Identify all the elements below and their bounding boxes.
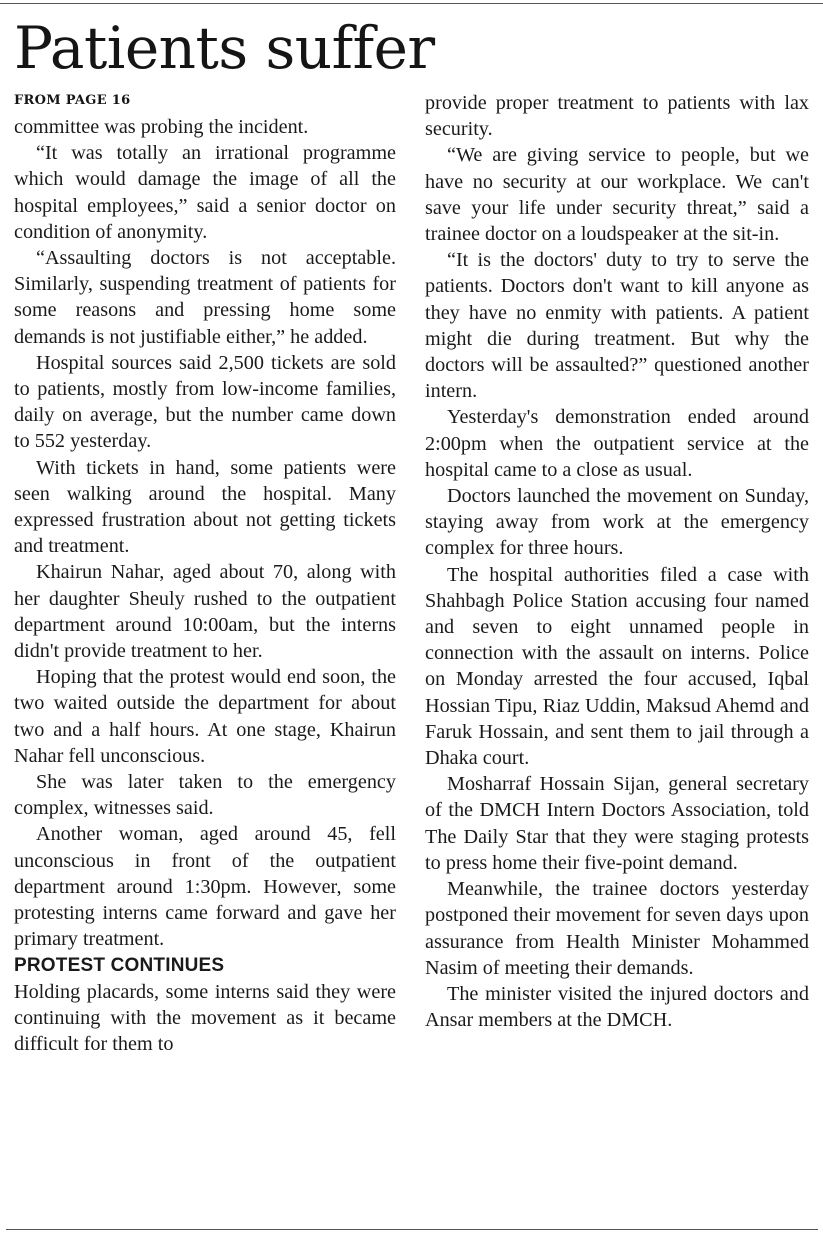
paragraph: With tickets in hand, some patients were seen walking around the hospital. Many expressed frustration about not getting tickets and treatment. [14,456,396,558]
top-rule [0,3,823,4]
paragraph: Hoping that the protest would end soon, the two waited outside the department for about two and a half hours. At one stage, Khairun Nahar fell unconscious. [14,666,396,767]
paragraph-continued: committee was probing the incident. [14,116,309,138]
jump-line: FROM PAGE 16 [14,93,131,108]
paragraph: “Assaulting doctors is not acceptable. Similarly, suspending treatment of patients for some reasons and pressing home some demands is not justifiable either,” he added. [14,247,396,348]
paragraph: Meanwhile, the trainee doctors yesterday postponed their movement for seven days upon assurance from Health Minister Mohammed Nasim of meeting their demands. [425,878,809,979]
paragraph: The hospital authorities filed a case with Shahbagh Police Station accusing four named and seven to eight unnamed people in connection with the assault on interns. Police on Monday arrested the four accused, Iqbal Hossian Tipu, Riaz Uddin, Maksud Ahemd and Faruk Hossain, and sent them to jail through a Dhaka court. [425,563,809,770]
paragraph: Doctors launched the movement on Sunday, staying away from work at the emergency complex for three hours. [425,485,809,560]
paragraph-continued: provide proper treatment to patients with lax security. [425,92,809,141]
paragraph: She was later taken to the emergency complex, witnesses said. [14,771,396,820]
paragraph: “It is the doctors' duty to try to serve the patients. Doctors don't want to kill anyone as they have no enmity with patients. A patient might die during treatment. But why the doctors will be assaulted?” questioned another intern. [425,249,809,403]
paragraph: Yesterday's demonstration ended around 2:00pm when the outpatient service at the hospital came to a close as usual. [425,406,809,481]
paragraph: Another woman, aged around 45, fell unconscious in front of the outpatient department around 1:30pm. However, some protesting interns came forward and gave her primary treatment. [14,823,396,951]
paragraph: “We are giving service to people, but we have no security at our workplace. We can't save your life under security threat,” said a trainee doctor on a loudspeaker at the sit-in. [425,144,809,246]
paragraph: Mosharraf Hossain Sijan, general secretary of the DMCH Intern Doctors Association, told The Daily Star that they were staging protests to press home their five-point demand. [425,773,809,874]
paragraph: The minister visited the injured doctors and Ansar members at the DMCH. [425,982,809,1032]
left-column [14,114,396,1057]
subhead: PROTEST CONTINUES [14,954,225,976]
headline: Patients suffer [14,14,435,82]
paragraph: “It was totally an irrational programme which would damage the image of all the hospital employees,” said a senior doctor on condition of anonymity. [14,142,396,243]
paragraph: Holding placards, some interns said they were continuing with the movement as it became difficult for them to [14,980,396,1056]
bottom-rule [6,1229,818,1230]
paragraph: Hospital sources said 2,500 tickets are sold to patients, mostly from low-income families, daily on average, but the number came down to 552 yesterday. [14,351,396,453]
right-column [425,90,809,1033]
paragraph: Khairun Nahar, aged about 70, along with her daughter Sheuly rushed to the outpatient department around 10:00am, but the interns didn't provide treatment to her. [14,561,396,663]
